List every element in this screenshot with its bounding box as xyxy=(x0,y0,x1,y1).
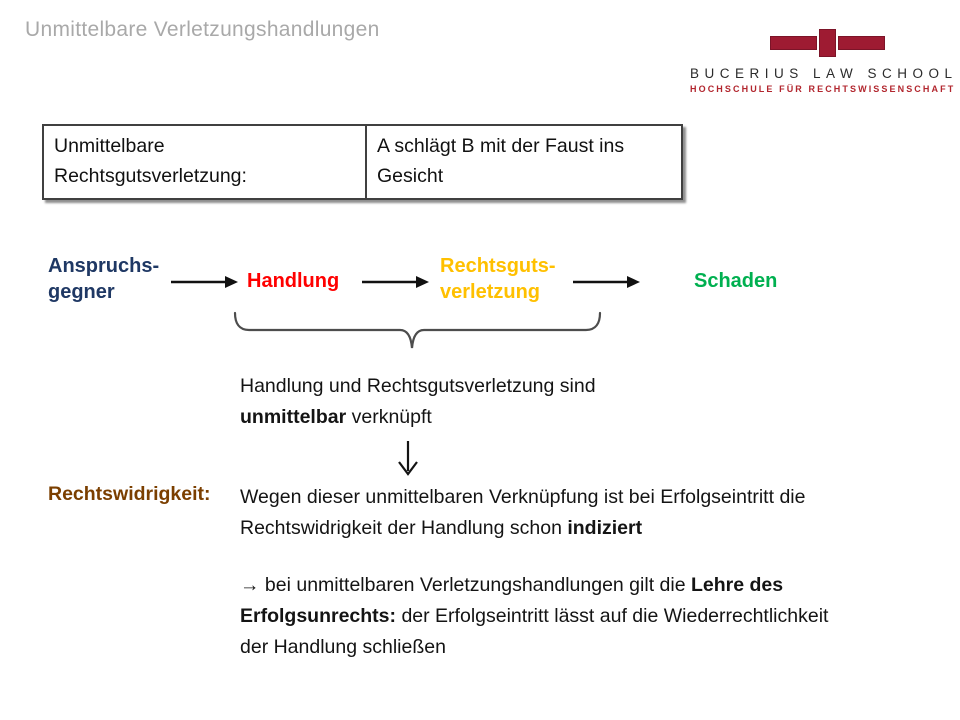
example-line: Gesicht xyxy=(377,165,444,187)
rechtswidrigkeit-paragraph xyxy=(240,482,805,544)
node-label-line: verletzung xyxy=(440,281,541,303)
paragraph-line: → bei unmittelbaren Verletzungshandlungen gilt die Lehre des xyxy=(240,574,784,596)
flow-node-schaden xyxy=(694,268,777,294)
example-line: A schlägt B mit der Faust ins xyxy=(377,135,625,157)
paragraph-line: Rechtswidrigkeit der Handlung schon indiziert xyxy=(240,517,643,539)
note-line: unmittelbar verknüpft xyxy=(240,406,432,428)
node-label-line: Rechtsguts- xyxy=(440,255,556,277)
term-line: Rechtsgutsverletzung: xyxy=(54,165,247,187)
flow-arrow-icon xyxy=(572,274,642,290)
paragraph-line: Erfolgsunrechts: der Erfolgseintritt lässt auf die Wiederrechtlichkeit xyxy=(240,605,829,627)
note-line: Handlung und Rechtsgutsverletzung sind xyxy=(240,375,596,397)
definition-table xyxy=(42,124,683,200)
paragraph-line: der Handlung schließen xyxy=(240,636,446,658)
term-line: Unmittelbare xyxy=(54,135,165,157)
flow-node-handlung xyxy=(247,268,339,294)
rechtswidrigkeit-label: Rechtswidrigkeit: xyxy=(48,483,211,505)
logo-subtitle: HOCHSCHULE FÜR RECHTSWISSENSCHAFT xyxy=(690,84,956,94)
bucerius-logo xyxy=(690,24,958,94)
logo-bar-right xyxy=(838,36,885,50)
logo-bar-left xyxy=(770,36,817,50)
node-label-line: Anspruchs- xyxy=(48,255,160,277)
node-label-line: Handlung xyxy=(247,270,340,292)
flow-node-anspruchsgegner xyxy=(48,253,159,305)
definition-table-example-cell xyxy=(367,126,681,198)
down-arrow-icon xyxy=(395,440,421,478)
node-label-line: Schaden xyxy=(694,270,778,292)
flow-node-rechtsgutsverletzung xyxy=(440,253,556,305)
flow-arrow-icon xyxy=(361,274,431,290)
erfolgsunrecht-paragraph xyxy=(240,570,828,663)
connection-note xyxy=(240,371,596,433)
page-title: Unmittelbare Verletzungshandlungen xyxy=(25,18,380,41)
node-label-line: gegner xyxy=(48,281,115,303)
logo-name: BUCERIUS LAW SCHOOL xyxy=(690,66,958,81)
underbrace-icon xyxy=(232,310,604,354)
paragraph-line: Wegen dieser unmittelbaren Verknüpfung ist bei Erfolgseintritt die xyxy=(240,486,806,508)
logo-bar-center xyxy=(819,29,836,57)
flow-arrow-icon xyxy=(170,274,240,290)
bucerius-logo-mark-icon xyxy=(690,24,938,60)
definition-table-term-cell xyxy=(44,126,367,198)
